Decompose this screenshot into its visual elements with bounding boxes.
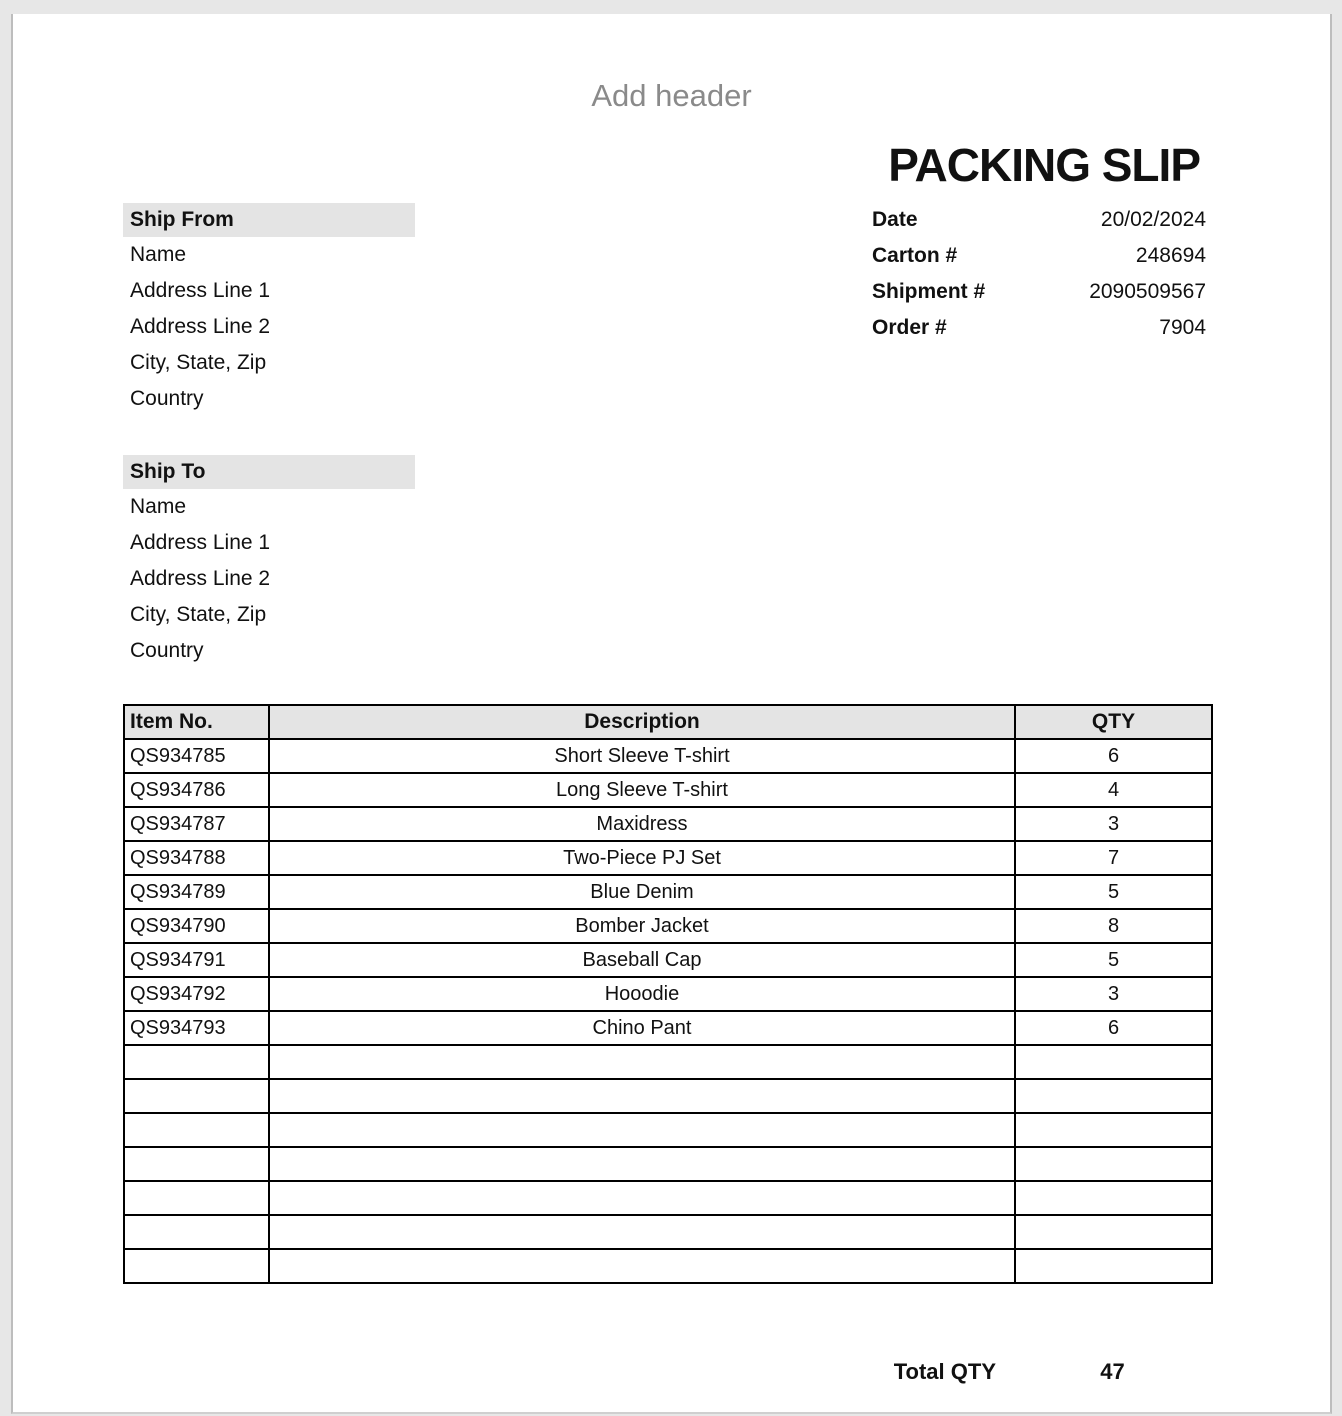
date-value: 20/02/2024	[1100, 208, 1206, 231]
ship-to-city-state-zip: City, State, Zip	[130, 603, 267, 626]
ship-from-header: Ship From	[123, 203, 415, 237]
table-row	[124, 807, 1212, 841]
item-no-cell[interactable]: QS934791	[124, 943, 269, 977]
ship-to-lines	[123, 489, 415, 669]
ship-to-header: Ship To	[123, 455, 415, 489]
table-row	[124, 1113, 1212, 1147]
items-table	[123, 704, 1213, 1284]
meta-row-date	[872, 202, 1206, 238]
ship-to-country: Country	[130, 639, 204, 662]
add-header-placeholder[interactable]: Add header	[591, 78, 752, 113]
ship-from-address-2: Address Line 2	[130, 315, 271, 338]
qty-cell[interactable]	[1015, 1147, 1212, 1181]
table-row	[124, 773, 1212, 807]
item-no-cell[interactable]	[124, 1113, 269, 1147]
table-row	[124, 1045, 1212, 1079]
item-no-column-header[interactable]: Item No.	[124, 705, 269, 739]
qty-cell[interactable]	[1015, 1181, 1212, 1215]
ship-from-lines	[123, 237, 415, 417]
qty-cell[interactable]: 3	[1015, 977, 1212, 1011]
qty-cell[interactable]: 7	[1015, 841, 1212, 875]
item-no-cell[interactable]	[124, 1215, 269, 1249]
page	[11, 14, 1332, 1414]
item-no-cell[interactable]: QS934789	[124, 875, 269, 909]
qty-cell[interactable]	[1015, 1045, 1212, 1079]
order-number-label: Order #	[872, 316, 947, 339]
qty-column-header[interactable]: QTY	[1015, 705, 1212, 739]
carton-number-label: Carton #	[872, 244, 958, 267]
qty-cell[interactable]: 8	[1015, 909, 1212, 943]
ship-from-city-state-zip: City, State, Zip	[130, 351, 267, 374]
description-cell[interactable]	[269, 1045, 1015, 1079]
total-qty-value: 47	[1100, 1359, 1125, 1384]
description-cell[interactable]: Blue Denim	[269, 875, 1015, 909]
meta-row-carton	[872, 238, 1206, 274]
table-row	[124, 875, 1212, 909]
shipment-meta	[872, 202, 1206, 346]
total-qty-label: Total QTY	[893, 1359, 996, 1384]
meta-row-order	[872, 310, 1206, 346]
description-cell[interactable]	[269, 1181, 1015, 1215]
description-cell[interactable]	[269, 1113, 1015, 1147]
description-cell[interactable]: Two-Piece PJ Set	[269, 841, 1015, 875]
table-row	[124, 1011, 1212, 1045]
description-cell[interactable]: Chino Pant	[269, 1011, 1015, 1045]
table-row	[124, 739, 1212, 773]
table-row	[124, 841, 1212, 875]
qty-cell[interactable]	[1015, 1215, 1212, 1249]
item-no-cell[interactable]	[124, 1181, 269, 1215]
description-cell[interactable]: Long Sleeve T-shirt	[269, 773, 1015, 807]
carton-number-value: 248694	[1135, 244, 1206, 267]
order-number-value: 7904	[1159, 316, 1206, 339]
table-row	[124, 1079, 1212, 1113]
item-no-cell[interactable]: QS934793	[124, 1011, 269, 1045]
qty-cell[interactable]: 3	[1015, 807, 1212, 841]
table-row	[124, 977, 1212, 1011]
description-cell[interactable]	[269, 1079, 1015, 1113]
item-no-cell[interactable]	[124, 1147, 269, 1181]
description-column-header[interactable]: Description	[269, 705, 1015, 739]
description-cell[interactable]	[269, 1215, 1015, 1249]
qty-cell[interactable]: 5	[1015, 875, 1212, 909]
qty-cell[interactable]	[1015, 1249, 1212, 1283]
ship-from-address-1: Address Line 1	[130, 279, 271, 302]
item-no-cell[interactable]: QS934787	[124, 807, 269, 841]
date-label: Date	[872, 208, 918, 231]
table-row	[124, 1147, 1212, 1181]
description-cell[interactable]	[269, 1249, 1015, 1283]
meta-row-shipment	[872, 274, 1206, 310]
ship-to-address-1: Address Line 1	[130, 531, 271, 554]
description-cell[interactable]: Baseball Cap	[269, 943, 1015, 977]
qty-cell[interactable]: 6	[1015, 1011, 1212, 1045]
description-cell[interactable]: Bomber Jacket	[269, 909, 1015, 943]
table-row	[124, 943, 1212, 977]
item-no-cell[interactable]: QS934790	[124, 909, 269, 943]
table-row	[124, 909, 1212, 943]
table-row	[124, 1249, 1212, 1283]
ship-to-address-2: Address Line 2	[130, 567, 271, 590]
shipment-number-value: 2090509567	[1089, 280, 1206, 303]
qty-cell[interactable]	[1015, 1113, 1212, 1147]
qty-cell[interactable]: 6	[1015, 739, 1212, 773]
table-header-row	[124, 705, 1212, 739]
qty-cell[interactable]: 4	[1015, 773, 1212, 807]
ship-to-name: Name	[130, 495, 187, 518]
item-no-cell[interactable]	[124, 1079, 269, 1113]
description-cell[interactable]	[269, 1147, 1015, 1181]
item-no-cell[interactable]: QS934792	[124, 977, 269, 1011]
item-no-cell[interactable]: QS934788	[124, 841, 269, 875]
item-no-cell[interactable]: QS934785	[124, 739, 269, 773]
ship-from-name: Name	[130, 243, 187, 266]
table-row	[124, 1215, 1212, 1249]
ship-from-country: Country	[130, 387, 204, 410]
qty-cell[interactable]	[1015, 1079, 1212, 1113]
document-title: PACKING SLIP	[888, 139, 1200, 191]
description-cell[interactable]: Hooodie	[269, 977, 1015, 1011]
items-table-body	[124, 739, 1212, 1283]
shipment-number-label: Shipment #	[872, 280, 986, 303]
description-cell[interactable]: Short Sleeve T-shirt	[269, 739, 1015, 773]
description-cell[interactable]: Maxidress	[269, 807, 1015, 841]
table-row	[124, 1181, 1212, 1215]
item-no-cell[interactable]: QS934786	[124, 773, 269, 807]
qty-cell[interactable]: 5	[1015, 943, 1212, 977]
item-no-cell[interactable]	[124, 1249, 269, 1283]
item-no-cell[interactable]	[124, 1045, 269, 1079]
